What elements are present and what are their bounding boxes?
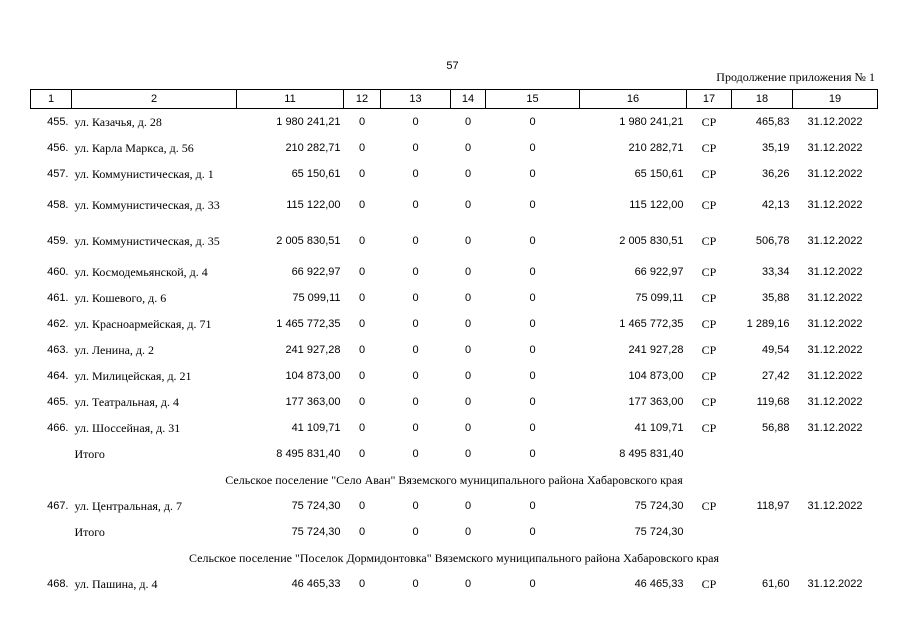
data-table xyxy=(30,89,878,597)
col-15: 0 xyxy=(529,344,536,356)
col-19 xyxy=(793,441,878,467)
table-row xyxy=(31,259,878,285)
col-19: 31.12.2022 xyxy=(807,292,863,304)
col-19: 31.12.2022 xyxy=(807,142,863,154)
col-12: 0 xyxy=(358,235,366,247)
header-cell: 19 xyxy=(793,90,878,109)
col-11: 65 150,61 xyxy=(291,168,341,180)
col-17: СР xyxy=(701,140,717,155)
address: Итого xyxy=(74,524,105,539)
row-number: 465. xyxy=(47,396,69,408)
col-17: СР xyxy=(701,233,717,248)
table-row xyxy=(31,519,878,545)
col-19: 31.12.2022 xyxy=(807,396,863,408)
table-row xyxy=(31,389,878,415)
col-14: 0 xyxy=(464,318,472,330)
table-row xyxy=(31,337,878,363)
page-number: 57 xyxy=(446,60,459,72)
col-11: 75 724,30 xyxy=(291,500,341,512)
col-13: 0 xyxy=(412,199,419,211)
col-18: 61,60 xyxy=(761,578,790,590)
col-19: 31.12.2022 xyxy=(807,235,863,247)
col-11: 115 122,00 xyxy=(286,199,341,211)
col-17 xyxy=(687,519,732,545)
row-number: 455. xyxy=(47,116,69,128)
row-number: 458. xyxy=(47,199,69,211)
col-13: 0 xyxy=(412,266,419,278)
col-14: 0 xyxy=(464,292,472,304)
row-number: 463. xyxy=(47,344,69,356)
col-18: 27,42 xyxy=(761,370,790,382)
col-15: 0 xyxy=(529,266,536,278)
row-number xyxy=(31,519,72,545)
col-15: 0 xyxy=(529,142,536,154)
col-12: 0 xyxy=(358,344,366,356)
col-15: 0 xyxy=(529,199,536,211)
col-16: 115 122,00 xyxy=(629,199,684,211)
col-11: 1 980 241,21 xyxy=(276,116,341,128)
col-18: 35,88 xyxy=(761,292,790,304)
col-18 xyxy=(732,441,793,467)
section-title: Сельское поселение "Поселок Дормидонтовка" Вяземского муниципального района Хабаровского края xyxy=(189,550,719,565)
col-16: 75 099,11 xyxy=(635,292,684,304)
row-number: 456. xyxy=(47,142,69,154)
col-18: 49,54 xyxy=(761,344,790,356)
col-11: 241 927,28 xyxy=(285,344,341,356)
col-16: 8 495 831,40 xyxy=(619,448,684,460)
col-14: 0 xyxy=(464,199,472,211)
table-body xyxy=(31,109,878,598)
col-18: 506,78 xyxy=(755,235,790,247)
col-15: 0 xyxy=(529,396,536,408)
table-row xyxy=(31,187,878,223)
col-18: 118,97 xyxy=(756,500,790,512)
col-14: 0 xyxy=(464,578,472,590)
col-12: 0 xyxy=(358,292,366,304)
col-17: СР xyxy=(701,197,717,212)
col-17: СР xyxy=(701,342,717,357)
col-13: 0 xyxy=(412,578,419,590)
address: ул. Коммунистическая, д. 33 xyxy=(74,198,220,212)
row-number: 467. xyxy=(47,500,69,512)
header-cell: 15 xyxy=(486,90,580,109)
row-number: 457. xyxy=(47,168,69,180)
col-14: 0 xyxy=(464,116,472,128)
col-14: 0 xyxy=(464,526,472,538)
col-11: 177 363,00 xyxy=(285,396,341,408)
row-number xyxy=(31,441,72,467)
col-19: 31.12.2022 xyxy=(807,578,863,590)
col-17: СР xyxy=(701,290,717,305)
col-15: 0 xyxy=(529,578,536,590)
col-18: 119,68 xyxy=(756,396,790,408)
address: ул. Ленина, д. 2 xyxy=(74,342,155,357)
col-12: 0 xyxy=(358,370,366,382)
table-row xyxy=(31,441,878,467)
col-19: 31.12.2022 xyxy=(807,500,863,512)
col-13: 0 xyxy=(412,318,419,330)
col-17: СР xyxy=(701,114,717,129)
col-15: 0 xyxy=(529,318,536,330)
col-18: 35,19 xyxy=(761,142,790,154)
col-12: 0 xyxy=(358,396,366,408)
col-16: 177 363,00 xyxy=(628,396,684,408)
col-13: 0 xyxy=(412,396,419,408)
col-11: 41 109,71 xyxy=(291,422,341,434)
col-17: СР xyxy=(701,498,717,513)
col-19 xyxy=(793,519,878,545)
col-16: 66 922,97 xyxy=(634,266,684,278)
col-16: 41 109,71 xyxy=(634,422,684,434)
col-16: 210 282,71 xyxy=(628,142,684,154)
address: ул. Космодемьянской, д. 4 xyxy=(74,264,208,279)
row-number: 462. xyxy=(47,318,69,330)
section-row xyxy=(31,545,878,571)
col-14: 0 xyxy=(464,370,472,382)
col-13: 0 xyxy=(412,292,419,304)
col-13: 0 xyxy=(412,500,419,512)
col-16: 241 927,28 xyxy=(628,344,684,356)
col-14: 0 xyxy=(464,142,472,154)
header-cell: 18 xyxy=(732,90,793,109)
col-19: 31.12.2022 xyxy=(807,422,863,434)
col-18: 42,13 xyxy=(761,199,790,211)
header-cell: 2 xyxy=(72,90,237,109)
col-15: 0 xyxy=(529,422,536,434)
col-15: 0 xyxy=(529,292,536,304)
col-15: 0 xyxy=(529,235,536,247)
col-14: 0 xyxy=(464,500,472,512)
col-14: 0 xyxy=(464,168,472,180)
col-14: 0 xyxy=(464,266,472,278)
address: ул. Театральная, д. 4 xyxy=(74,394,179,409)
col-16: 65 150,61 xyxy=(634,168,684,180)
row-number: 460. xyxy=(47,266,69,278)
row-number: 468. xyxy=(47,578,69,590)
address: ул. Кошевого, д. 6 xyxy=(74,290,167,305)
address: ул. Пашина, д. 4 xyxy=(74,576,158,591)
col-16: 1 465 772,35 xyxy=(619,318,684,330)
col-12: 0 xyxy=(358,448,366,460)
col-13: 0 xyxy=(412,526,419,538)
col-15: 0 xyxy=(529,168,536,180)
address: Итого xyxy=(74,446,105,461)
col-12: 0 xyxy=(358,266,366,278)
col-12: 0 xyxy=(358,168,366,180)
col-17: СР xyxy=(701,368,717,383)
col-18: 1 289,16 xyxy=(746,318,790,330)
col-16: 46 465,33 xyxy=(634,578,684,590)
col-16: 104 873,00 xyxy=(628,370,684,382)
col-11: 8 495 831,40 xyxy=(276,448,341,460)
header-cell: 1 xyxy=(31,90,72,109)
header-cell: 17 xyxy=(687,90,732,109)
col-12: 0 xyxy=(358,116,366,128)
table-row xyxy=(31,311,878,337)
col-11: 1 465 772,35 xyxy=(276,318,341,330)
col-12: 0 xyxy=(358,142,366,154)
col-17: СР xyxy=(701,264,717,279)
col-13: 0 xyxy=(412,448,419,460)
section-row xyxy=(31,467,878,493)
col-17: СР xyxy=(701,420,717,435)
address: ул. Центральная, д. 7 xyxy=(74,498,183,513)
col-15: 0 xyxy=(529,370,536,382)
col-13: 0 xyxy=(412,116,419,128)
col-18 xyxy=(732,519,793,545)
col-12: 0 xyxy=(358,578,366,590)
address: ул. Казачья, д. 28 xyxy=(74,114,162,129)
col-19: 31.12.2022 xyxy=(807,168,863,180)
address: ул. Шоссейная, д. 31 xyxy=(74,420,181,435)
header-cell: 14 xyxy=(451,90,486,109)
col-15: 0 xyxy=(529,500,536,512)
col-13: 0 xyxy=(412,422,419,434)
col-14: 0 xyxy=(464,422,472,434)
col-19: 31.12.2022 xyxy=(807,318,863,330)
table-row xyxy=(31,363,878,389)
table-row xyxy=(31,285,878,311)
col-17: СР xyxy=(701,166,717,181)
col-14: 0 xyxy=(464,235,472,247)
col-11: 46 465,33 xyxy=(291,578,341,590)
col-15: 0 xyxy=(529,116,536,128)
col-15: 0 xyxy=(529,526,536,538)
col-19: 31.12.2022 xyxy=(807,116,863,128)
row-number: 464. xyxy=(47,370,69,382)
table-row xyxy=(31,161,878,187)
header-cell: 13 xyxy=(381,90,451,109)
col-13: 0 xyxy=(412,142,419,154)
address: ул. Милицейская, д. 21 xyxy=(74,368,192,383)
col-11: 75 724,30 xyxy=(291,526,341,538)
col-14: 0 xyxy=(464,396,472,408)
row-number: 466. xyxy=(47,422,69,434)
table-row xyxy=(31,415,878,441)
address: ул. Коммунистическая, д. 1 xyxy=(74,166,214,181)
row-number: 459. xyxy=(47,235,69,247)
table-row xyxy=(31,135,878,161)
col-19: 31.12.2022 xyxy=(807,266,863,278)
col-17: СР xyxy=(701,576,717,591)
col-18: 36,26 xyxy=(761,168,790,180)
col-19: 31.12.2022 xyxy=(807,370,863,382)
col-13: 0 xyxy=(412,168,419,180)
col-11: 104 873,00 xyxy=(285,370,341,382)
address: ул. Коммунистическая, д. 35 xyxy=(74,234,220,248)
header-cell: 16 xyxy=(580,90,687,109)
col-13: 0 xyxy=(412,344,419,356)
col-15: 0 xyxy=(529,448,536,460)
col-11: 210 282,71 xyxy=(285,142,341,154)
header-cell: 12 xyxy=(344,90,381,109)
header-cell: 11 xyxy=(237,90,344,109)
col-12: 0 xyxy=(358,318,366,330)
col-12: 0 xyxy=(358,500,366,512)
table-row xyxy=(31,571,878,597)
col-18: 56,88 xyxy=(761,422,790,434)
col-19: 31.12.2022 xyxy=(807,199,863,211)
col-14: 0 xyxy=(464,344,472,356)
col-18: 465,83 xyxy=(755,116,790,128)
col-12: 0 xyxy=(358,422,366,434)
col-17: СР xyxy=(701,394,717,409)
col-11: 2 005 830,51 xyxy=(276,235,341,247)
address: ул. Карла Маркса, д. 56 xyxy=(74,140,194,155)
table-row xyxy=(31,493,878,519)
col-13: 0 xyxy=(412,235,419,247)
col-12: 0 xyxy=(358,526,366,538)
col-16: 75 724,30 xyxy=(634,526,684,538)
col-11: 66 922,97 xyxy=(291,266,341,278)
address: ул. Красноармейская, д. 71 xyxy=(74,316,212,331)
col-14: 0 xyxy=(464,448,472,460)
col-17: СР xyxy=(701,316,717,331)
header-row xyxy=(31,90,878,109)
table-row xyxy=(31,223,878,259)
col-11: 75 099,11 xyxy=(292,292,341,304)
table-row xyxy=(31,109,878,136)
col-13: 0 xyxy=(412,370,419,382)
col-16: 2 005 830,51 xyxy=(619,235,684,247)
row-number: 461. xyxy=(47,292,69,304)
col-19: 31.12.2022 xyxy=(807,344,863,356)
col-16: 1 980 241,21 xyxy=(619,116,684,128)
col-16: 75 724,30 xyxy=(634,500,684,512)
continuation-label: Продолжение приложения № 1 xyxy=(716,70,875,84)
section-title: Сельское поселение "Село Аван" Вяземского муниципального района Хабаровского края xyxy=(225,472,683,487)
col-18: 33,34 xyxy=(761,266,790,278)
col-12: 0 xyxy=(358,199,366,211)
col-17 xyxy=(687,441,732,467)
